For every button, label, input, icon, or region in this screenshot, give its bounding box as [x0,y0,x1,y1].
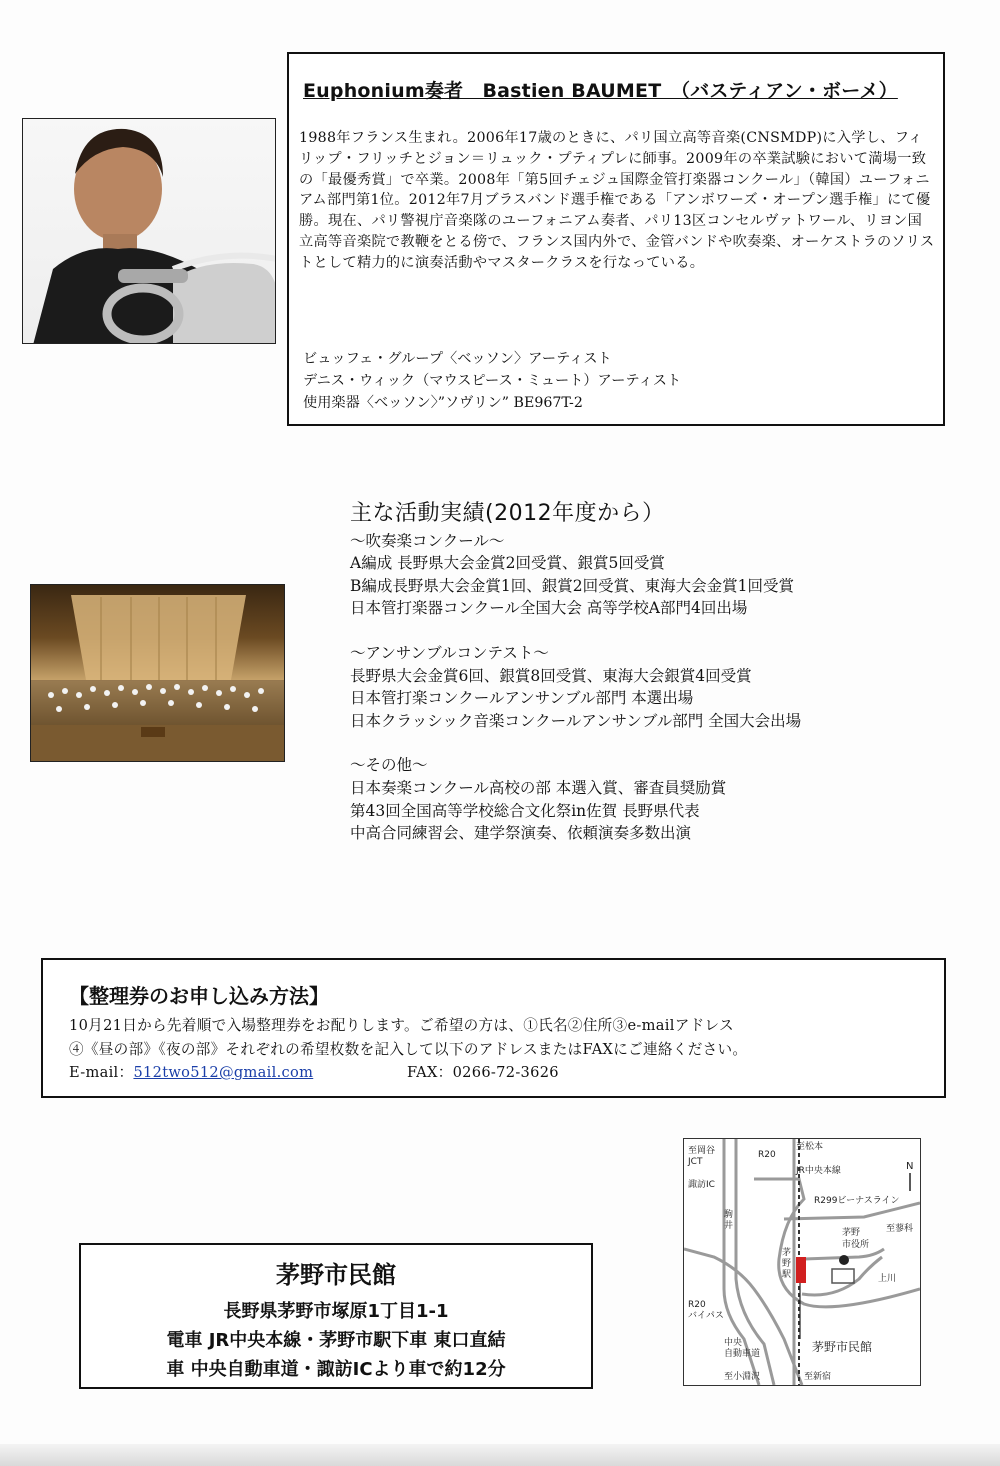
activity-group-heading: ～アンサンブルコンテスト～ [350,643,549,662]
bio-box [287,52,945,426]
map-label: 至松本 [796,1142,824,1152]
map-label: 至新宿 [804,1372,832,1382]
map-label: 駒 [724,1210,734,1220]
north-icon: N [906,1161,914,1172]
map-label: 茅 [782,1248,792,1258]
activity-item: B編成長野県大会金賞1回、銀賞2回受賞、東海大会金賞1回受賞 [350,576,794,595]
map-label: 上川 [878,1274,897,1284]
email-link[interactable]: 512two512@gmail.com [133,1064,314,1081]
activity-item: 長野県大会金賞6回、銀賞8回受賞、東海大会銀賞4回受賞 [350,666,752,685]
venue-box [79,1243,593,1389]
bio-credit-line: デニス・ウィック（マウスピース・ミュート）アーティスト [303,373,682,389]
access-map [683,1138,921,1386]
activity-group [350,530,970,620]
ticket-instruction-line: ④《昼の部》《夜の部》それぞれの希望枚数を記入して以下のアドレスまたはFAXにご連絡ください。 [69,1041,748,1058]
map-label: 諏訪IC [688,1180,715,1190]
band-illustration [31,585,285,762]
venue-train-access: 電車 JR中央本線・茅野市駅下車 東口直結 [166,1330,506,1351]
map-label: 茅野 [842,1228,861,1238]
map-label: R20 [688,1300,706,1310]
map-label: バイパス [688,1311,724,1321]
activity-item: A編成 長野県大会金賞2回受賞、銀賞5回受賞 [350,554,665,573]
venue-car-access: 車 中央自動車道・諏訪ICより車で約12分 [166,1359,506,1380]
map-label: 至小淵沢 [724,1372,761,1382]
activity-item: 日本クラッシック音楽コンクールアンサンブル部門 全国大会出場 [350,711,802,730]
ticket-contact-line [69,1061,559,1082]
map-label: 野 [782,1259,792,1269]
activity-group-heading: ～吹奏楽コンクール～ [350,531,505,550]
bio-credits [303,348,933,414]
map-label: 市役所 [842,1240,870,1250]
portrait-illustration [23,119,276,344]
activity-group [350,754,970,844]
ticket-instruction-line: 10月21日から先着順で入場整理券をお配りします。ご希望の方は、①氏名②住所③e-mailアドレス [69,1017,734,1034]
map-label: JR中央本線 [796,1166,841,1176]
activity-item: 中高合同練習会、建学祭演奏、依頼演奏多数出演 [350,824,692,843]
map-label: JCT [688,1157,703,1167]
map-label: 至岡谷 [688,1146,716,1156]
map-venue-label: 茅野市民館 [812,1340,873,1354]
bio-credit-line: 使用楽器〈ベッソン〉”ソヴリン” BE967T-2 [303,395,583,411]
map-label: 至蓼科 [886,1224,914,1234]
activity-item: 第43回全国高等学校総合文化祭in佐賀 長野県代表 [350,801,700,820]
page-bottom-edge [0,1444,1000,1466]
bio-title: Euphonium奏者 Bastien BAUMET （バスティアン・ボーメ） [303,80,898,102]
portrait-photo [22,118,276,344]
activity-group-heading: ～その他～ [350,756,428,775]
map-label: R299ビーナスライン [814,1196,900,1206]
map-label: 駅 [782,1270,792,1280]
activities-section [350,503,970,867]
activities-title: 主な活動実績(2012年度から） [350,501,665,526]
bio-text: 1988年フランス生まれ。2006年17歳のときに、パリ国立高等音楽(CNSMDP)に入学し、フィリップ・フリッチとジョン＝リュック・プティプレに師事。2009年の卒業試験において満場一致の「最優秀賞」で卒業。2008年「第5回チェジュ国際金管打楽器コンクール」（韓国）ユーフォニアム部門第1位。2012年7月ブラスバンド選手権である「アンボワーズ・オープン選手権」にて優勝。現在、パリ警視庁音楽隊のユーフォニアム奏者、パリ13区コンセルヴァトワール、リヨン国立高等音楽院で教鞭をとる傍で、フランス国内外で、金管バンドや吹奏楽、オーケストラのソリストとして精力的に演奏活動やマスタークラスを行なっている。 [299,130,935,271]
email-label: E-mail： [69,1064,134,1081]
venue-address: 長野県茅野市塚原1丁目1-1 [223,1301,449,1322]
activity-item: 日本管打楽コンクールアンサンブル部門 本選出場 [350,689,694,708]
map-label: 自動車道 [724,1349,761,1359]
activity-group [350,642,970,732]
map-label: 井 [724,1221,734,1231]
access-map-drawing [684,1139,920,1385]
band-photo [30,584,285,762]
map-label: R20 [758,1150,776,1160]
map-label: 中央 [724,1338,743,1348]
ticket-info-box [41,958,946,1098]
bio-credit-line: ビュッフェ・グループ〈ベッソン〉アーティスト [303,351,612,367]
activity-item: 日本奏楽コンクール高校の部 本選入賞、審査員奨励賞 [350,778,727,797]
venue-name: 茅野市民館 [276,1261,396,1289]
fax-number: FAX：0266-72-3626 [407,1064,559,1081]
ticket-heading: 【整理券のお申し込み方法】 [69,984,329,1008]
activity-item: 日本管打楽器コンクール全国大会 高等学校A部門4回出場 [350,599,748,618]
